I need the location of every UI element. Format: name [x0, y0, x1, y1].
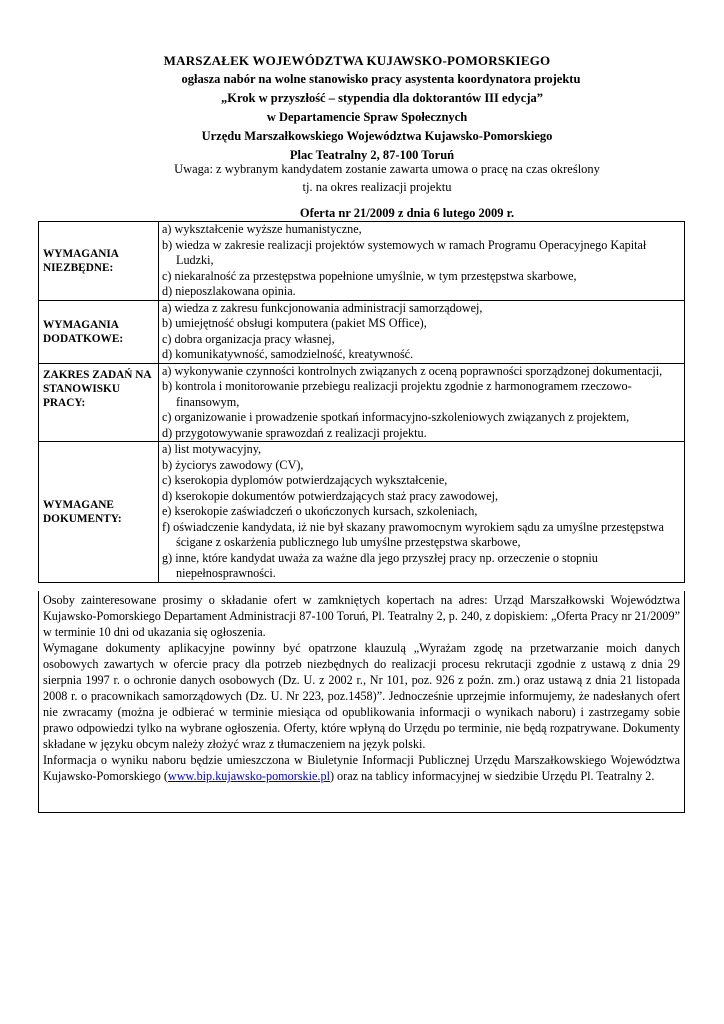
section-label: WYMAGANIA DODATKOWE:	[39, 300, 159, 363]
header-line-project: „Krok w przyszłość – stypendia dla doktorantów III edycja”	[220, 91, 543, 105]
footer-paragraph-results	[43, 752, 680, 784]
header-line-position: ogłasza nabór na wolne stanowisko pracy asystenta koordynatora projektu	[181, 72, 581, 86]
application-info	[38, 591, 685, 813]
footer-results-text-end: ) oraz na tablicy informacyjnej w siedzibie Urzędu Pl. Teatralny 2.	[329, 769, 655, 783]
list-item: a) wykształcenie wyższe humanistyczne,	[162, 222, 362, 236]
section-content	[159, 300, 685, 363]
list-item: g) inne, które kandydat uważa za ważne dla jego przyszłej pracy np. orzeczenie o stopniu niepełnosprawności.	[162, 550, 598, 580]
list-item: a) wykonywanie czynności kontrolnych związanych z oceną poprawności sporządzonej dokumentacji,	[162, 363, 663, 378]
list-item: b) kontrola i monitorowanie przebiegu realizacji projektu zgodnie z harmonogramem rzeczowo-finansowym,	[162, 379, 632, 409]
list-item: b) wiedza w zakresie realizacji projektów systemowych w ramach Programu Operacyjnego Kapitał Ludzki,	[162, 237, 647, 267]
offer-title-text: Oferta nr 21/2009 z dnia 6 lutego 2009 r.	[299, 206, 515, 220]
footer-paragraph-clause: Wymagane dokumenty aplikacyjne powinny być opatrzone klauzulą „Wyrażam zgodę na przetwarzanie moich danych osobowych zawartych w ofercie pracy dla potrzeb niezbędnych do realizacji procesu rekrutacji zgodnie z ustawą z dnia 29 sierpnia 1997 r. o ochronie danych osobowych (Dz. U. z 2002 r., Nr 101, poz. 926 z poźn. zm.) oraz ustawą z dnia 21 listopada 2008 r. o pracownikach samorządowych (Dz. U. Nr 223, poz.1458)”. Jednocześnie uprzejmie informujemy, że nadesłanych ofert nie zwracamy (można je odbierać w terminie miesiąca od opublikowania informacji o wynikach naboru) i zastrzegamy sobie prawo odpowiedzi tylko na wybrane ogłoszenia. Oferty, które wpłyną do Urzędu po terminie, nie będą rozpatrywane. Dokumenty składane w języku obcym należy złożyć wraz z tłumaczeniem na język polski.	[43, 641, 680, 751]
list-item: b) umiejętność obsługi komputera (pakiet MS Office),	[162, 316, 427, 330]
note-block	[0, 160, 724, 196]
list-item: d) komunikatywność, samodzielność, kreatywność.	[162, 347, 414, 361]
section-content	[159, 222, 685, 301]
list-item: c) dobra organizacja pracy własnej,	[162, 331, 335, 346]
list-item: e) kserokopie zaświadczeń o ukończonych kursach, szkoleniach,	[162, 504, 478, 518]
section-content	[159, 363, 685, 442]
table-row	[39, 442, 685, 583]
list-item: c) organizowanie i prowadzenie spotkań informacyjno-szkoleniowych związanych z projektem,	[162, 410, 630, 424]
list-item: d) nieposzlakowana opinia.	[162, 284, 296, 298]
section-label: WYMAGANIA NIEZBĘDNE:	[39, 222, 159, 301]
list-item: c) niekaralność za przestępstwa popełnione umyślnie, w tym przestępstwa skarbowe,	[162, 268, 577, 283]
footer-results-text: Informacja o wyniku naboru będzie umieszczona w Biuletynie Informacji Publicznej Urzędu Marszałkowskiego Województwa Kujawsko-Pomorskiego (	[43, 753, 680, 783]
offer-title	[0, 205, 724, 221]
list-item: a) list motywacyjny,	[162, 442, 262, 456]
list-item: a) wiedza z zakresu funkcjonowania administracji samorządowej,	[162, 300, 483, 315]
header-line-department: w Departamencie Spraw Społecznych	[266, 110, 468, 124]
header-line-office: Urzędu Marszałkowskiego Województwa Kujawsko-Pomorskiego	[201, 129, 553, 143]
footer-paragraph-submission: Osoby zainteresowane prosimy o składanie ofert w zamkniętych kopertach na adres: Urząd Marszałkowski Województwa Kujawsko-Pomorskiego Departament Administracji 87-100 Toruń, Pl. Teatralny 2, p. 240, z dopiskiem: „Oferta Pracy nr 21/2009” w terminie 10 dni od ukazania się ogłoszenia.	[43, 593, 680, 639]
section-content	[159, 442, 685, 583]
table-row	[39, 363, 685, 442]
note-line-2: tj. na okres realizacji projektu	[302, 180, 452, 194]
list-item: b) życiorys zawodowy (CV),	[162, 457, 304, 472]
note-line-1: Uwaga: z wybranym kandydatem zostanie zawarta umowa o pracę na czas określony	[174, 162, 600, 176]
list-item: f) oświadczenie kandydata, iż nie był skazany prawomocnym wyrokiem sądu za umyślne przestępstwa ścigane z oskarżenia publicznego lub umyślne przestępstwa skarbowe,	[162, 519, 664, 549]
list-item: c) kserokopia dyplomów potwierdzających wykształcenie,	[162, 473, 448, 487]
header-title: MARSZAŁEK WOJEWÓDZTWA KUJAWSKO-POMORSKIEGO	[163, 53, 551, 68]
table-row	[39, 222, 685, 301]
section-label: ZAKRES ZADAŃ NA STANOWISKU PRACY:	[39, 363, 159, 442]
bip-link[interactable]: www.bip.kujawsko-pomorskie.pl	[167, 769, 330, 783]
requirements-table	[38, 221, 685, 583]
section-label: WYMAGANE DOKUMENTY:	[39, 442, 159, 583]
table-row	[39, 300, 685, 363]
list-item: d) kserokopie dokumentów potwierdzających staż pracy zawodowej,	[162, 488, 499, 503]
list-item: d) przygotowywanie sprawozdań z realizacji projektu.	[162, 425, 427, 440]
announcement-header	[0, 51, 724, 165]
header-line-address: Plac Teatralny 2, 87-100 Toruń	[289, 148, 455, 162]
